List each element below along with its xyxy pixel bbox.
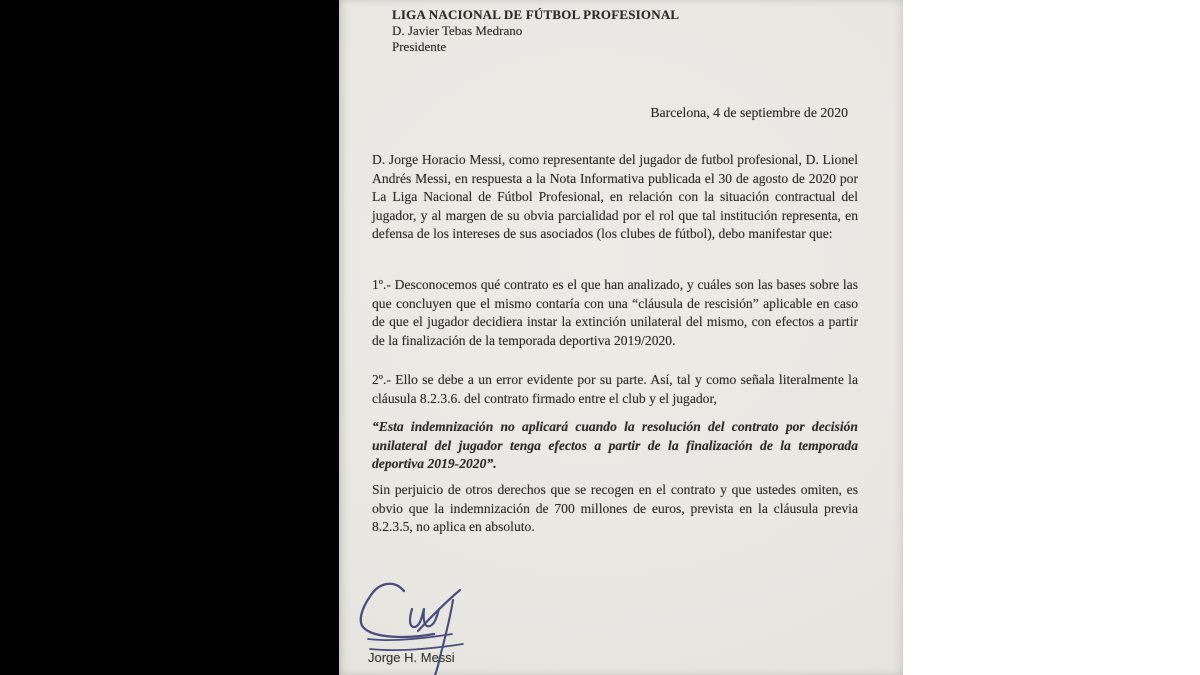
dateline: Barcelona, 4 de septiembre de 2020 — [650, 105, 848, 120]
paragraph-point-1: 1º.- Desconocemos qué contrato es el que han analizado, y cuáles son las bases sobre las que concluyen que el mismo contaría con una “cláusula de rescisión” aplicable en caso de que el jugador decidiera instar la extinción unilateral del mismo, con efectos a partir de la finalización de la temporada deportiva 2019/2020. — [372, 277, 858, 348]
recipient-block — [392, 7, 679, 54]
recipient-name: D. Javier Tebas Medrano — [392, 22, 523, 38]
signatory-name: Jorge H. Messi — [368, 650, 455, 665]
paragraph-intro: D. Jorge Horacio Messi, como representante del jugador de futbol profesional, D. Lionel Andrés Messi, en respuesta a la Nota Informativa publicada el 30 de agosto de 2020 por La Liga Nacional de Fútbol Profesional, en relación con la situación contractual del jugador, y al margen de su obvia parcialidad por el rol que tal institución representa, en defensa de los intereses de sus asociados (los clubes de fútbol), debo manifestar que: — [372, 152, 858, 242]
recipient-organization: LIGA NACIONAL DE FÚTBOL PROFESIONAL — [392, 7, 680, 22]
paragraph-closing: Sin perjuicio de otros derechos que se recogen en el contrato y que ustedes omiten, es obvio que la indemnización de 700 millones de euros, prevista en la cláusula previa 8.2.3.5, no aplica en absoluto. — [372, 482, 858, 535]
contract-clause-quote: “Esta indemnización no aplicará cuando la resolución del contrato por decisión unilateral del jugador tenga efectos a partir de la finalización de la temporada deportiva 2019-2020”. — [372, 419, 858, 472]
signature-scrawl-icon — [352, 578, 482, 675]
left-black-bar — [0, 0, 339, 675]
recipient-title: Presidente — [392, 38, 447, 54]
letter-document — [339, 0, 903, 675]
paragraph-point-2: 2º.- Ello se debe a un error evidente por su parte. Así, tal y como señala literalmente la cláusula 8.2.3.6. del contrato firmado entre el club y el jugador, — [372, 372, 858, 406]
